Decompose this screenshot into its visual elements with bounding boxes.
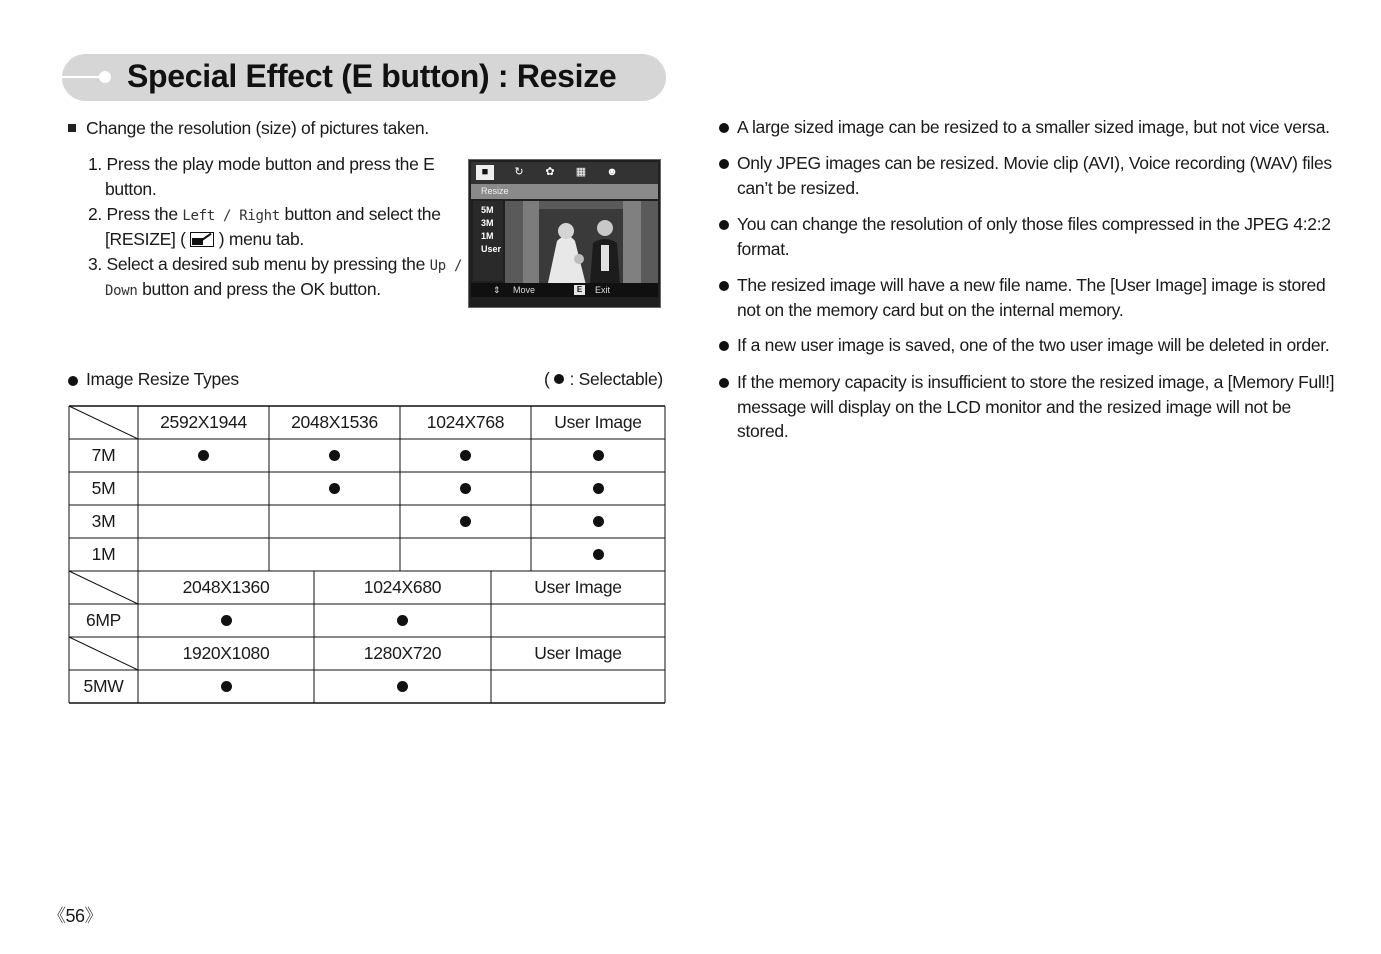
selectable-legend: ( : Selectable) — [544, 369, 663, 389]
table-rule — [69, 406, 138, 439]
rotate-icon: ↻ — [514, 166, 524, 178]
lcd-item-1m: 1M — [481, 231, 494, 241]
selectable-dot-icon — [221, 681, 232, 692]
bullet-icon — [719, 378, 729, 388]
row-label: 7M — [91, 445, 116, 465]
column-header: User Image — [534, 643, 622, 663]
bullet-icon — [719, 123, 729, 133]
bullet-icon — [719, 341, 729, 351]
key-up: Up / — [429, 258, 463, 274]
bullet-icon — [719, 281, 729, 291]
selectable-dot-icon — [221, 615, 232, 626]
column-header: User Image — [534, 577, 622, 597]
note-text: not on the memory card but on the internal memory. — [737, 299, 1124, 320]
steps-list — [88, 152, 462, 302]
page-title: Special Effect (E button) : Resize — [127, 58, 617, 94]
resize-tab-icon — [190, 232, 214, 247]
lcd-screenshot — [468, 159, 661, 308]
step-2: 2. Press the Left / Right button and select the — [88, 204, 441, 224]
bullet-icon — [68, 376, 78, 386]
selectable-dot-icon — [397, 615, 408, 626]
note-text: can’t be resized. — [737, 177, 860, 198]
column-header: 2592X1944 — [160, 412, 247, 432]
lcd-submenu — [473, 201, 503, 281]
step-2-cont: [RESIZE] ( ) menu tab. — [105, 229, 304, 249]
column-header: 2048X1536 — [291, 412, 378, 432]
column-header: User Image — [554, 412, 642, 432]
lcd-tab-bar — [471, 162, 658, 184]
lcd-item-user: User — [481, 244, 502, 254]
step-1: 1. Press the play mode button and press the E — [88, 154, 435, 174]
note-text: You can change the resolution of only those files compressed in the JPEG 4:2:2 — [737, 214, 1331, 234]
e-key-icon: E — [574, 285, 585, 295]
page-number: 《56》 — [48, 906, 103, 926]
note-text: message will display on the LCD monitor and the resized image will not be — [737, 396, 1291, 417]
filmstrip-icon: ▦ — [575, 166, 587, 178]
types-label: Image Resize Types — [86, 369, 239, 389]
selectable-dot-icon — [593, 549, 604, 560]
bullet-icon — [719, 220, 729, 230]
face-icon: ☻ — [606, 166, 618, 178]
selectable-dot-icon — [593, 450, 604, 461]
lcd-bottom-bar — [471, 283, 658, 297]
row-label: 6MP — [85, 610, 122, 630]
selectable-dot-icon — [593, 483, 604, 494]
step-3-cont: Down button and press the OK button. — [105, 279, 381, 299]
note-text: The resized image will have a new file name. The [User Image] image is stored — [737, 275, 1326, 295]
table-rule — [69, 571, 138, 604]
row-label: 3M — [91, 511, 116, 531]
selectable-dot-icon — [198, 450, 209, 461]
intro-text: Change the resolution (size) of pictures taken. — [86, 118, 429, 138]
title-decor-line — [62, 76, 102, 78]
bullet-icon — [719, 159, 729, 169]
selectable-dot-icon — [593, 516, 604, 527]
row-label: 5MW — [83, 676, 124, 696]
selectable-dot-icon — [460, 483, 471, 494]
lcd-menu-label: Resize — [471, 184, 658, 199]
selectable-dot-icon — [460, 450, 471, 461]
column-header: 2048X1360 — [182, 577, 270, 597]
note-text: Only JPEG images can be resized. Movie clip (AVI), Voice recording (WAV) files — [737, 153, 1332, 173]
selectable-dot-icon — [329, 450, 340, 461]
lcd-item-3m: 3M — [481, 218, 494, 228]
key-left-right: Left / Right — [182, 208, 280, 224]
column-header: 1920X1080 — [182, 643, 270, 663]
step-1-cont: button. — [105, 179, 157, 199]
updown-arrow-icon: ⇕ — [493, 285, 501, 295]
resize-types-table — [69, 406, 665, 702]
selectable-dot-icon — [460, 516, 471, 527]
step-3: 3. Select a desired sub menu by pressing the Up / — [88, 254, 463, 274]
note-text: A large sized image can be resized to a smaller sized image, but not vice versa. — [737, 117, 1330, 137]
selectable-dot-icon — [397, 681, 408, 692]
lcd-item-5m: 5M — [481, 205, 494, 215]
column-header: 1280X720 — [363, 643, 442, 663]
intro-line — [68, 116, 429, 141]
title-decor-dot — [99, 71, 111, 83]
note-text: format. — [737, 238, 790, 259]
selectable-dot-icon — [554, 374, 564, 384]
note-text: stored. — [737, 421, 789, 441]
color-palette-icon: ✿ — [545, 166, 555, 178]
row-label: 5M — [91, 478, 116, 498]
table-rule — [69, 637, 138, 670]
note-text: If the memory capacity is insufficient to store the resized image, a [Memory Full!] — [737, 372, 1335, 392]
key-down: Down — [105, 283, 138, 299]
resize-icon: ■ — [476, 165, 494, 180]
selectable-dot-icon — [329, 483, 340, 494]
square-bullet-icon — [68, 124, 76, 132]
lcd-move-label: Move — [513, 285, 536, 295]
column-header: 1024X768 — [426, 412, 505, 432]
row-label: 1M — [91, 544, 116, 564]
note-text: If a new user image is saved, one of the two user image will be deleted in order. — [737, 335, 1330, 355]
lcd-exit-label: Exit — [595, 285, 611, 295]
column-header: 1024X680 — [363, 577, 442, 597]
